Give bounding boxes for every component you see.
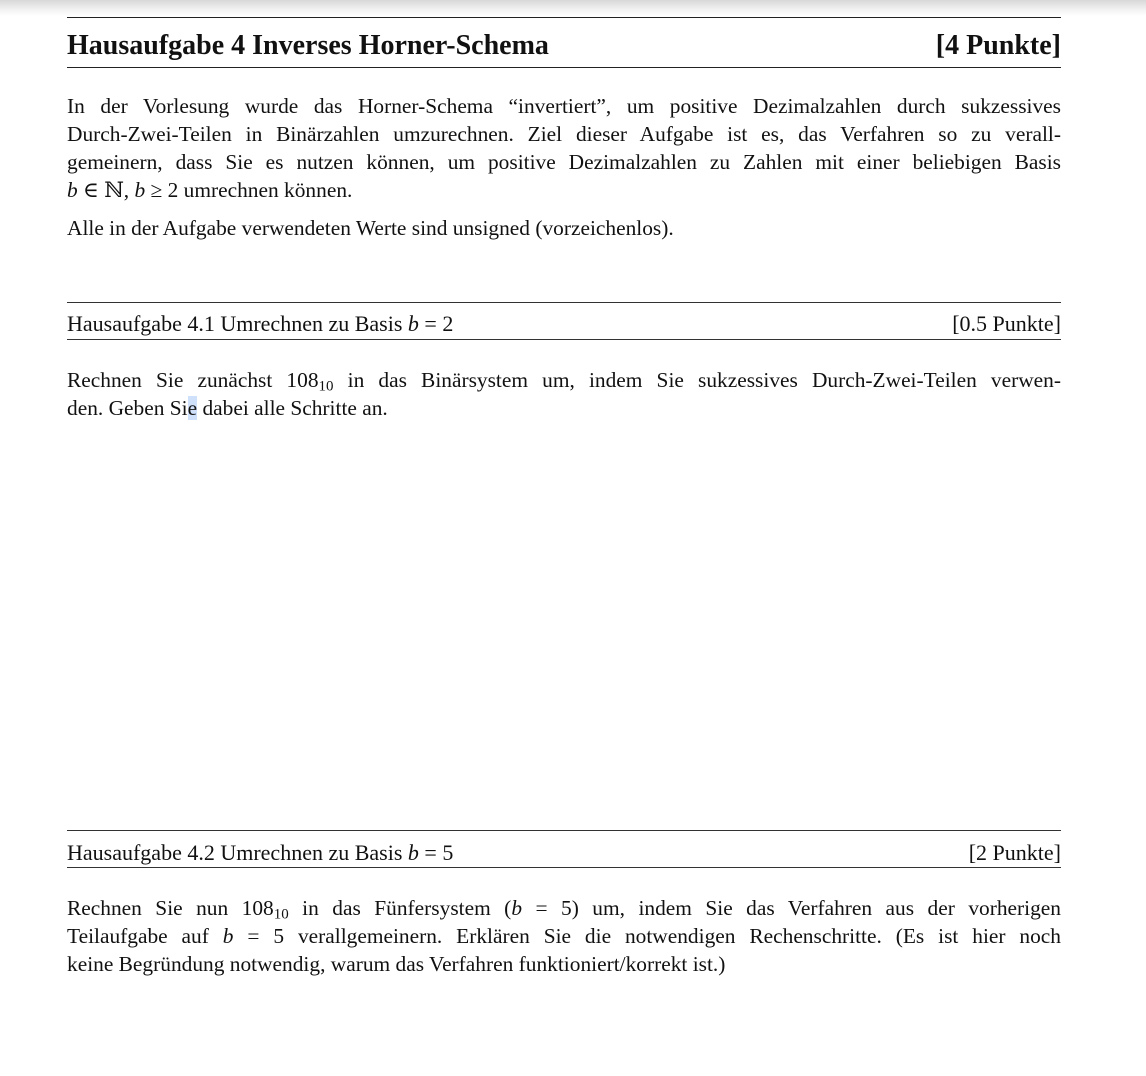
text-selection-highlight[interactable]: e — [187, 396, 198, 420]
exercise-title-row — [67, 26, 1061, 66]
math-var-b: b — [222, 924, 234, 948]
task2-points: [2 Punkte] — [968, 840, 1061, 865]
number-108: 108 — [241, 896, 274, 920]
task1-top-rule — [67, 302, 1061, 303]
task1-line-2: den. Geben Sie dabei alle Schritte an. — [67, 396, 388, 420]
task2-heading: Hausaufgabe 4.2 Umrechnen zu Basis b = 5 — [67, 840, 454, 865]
exercise-title: Hausaufgabe 4 Inverses Horner-Schema — [67, 30, 549, 61]
task1-heading: Hausaufgabe 4.1 Umrechnen zu Basis b = 2 — [67, 311, 454, 336]
intro-line-2: Durch-Zwei-Teilen in Binärzahlen umzurechnen. Ziel dieser Aufgabe ist es, das Verfahren so zu verall- — [67, 122, 1061, 146]
task1-line-1: Rechnen Sie zunächst $108_{10}$ in das Binärsystem um, indem Sie sukzessives Durch-Zwei-Teilen verwen- — [67, 368, 1061, 395]
math-var-b: b — [407, 840, 419, 865]
task1-bottom-rule — [67, 339, 1061, 340]
exercise-points: [4 Punkte] — [935, 30, 1061, 61]
title-bottom-rule — [67, 67, 1061, 68]
intro-line-1: In der Vorlesung wurde das Horner-Schema “invertiert”, um positive Dezimalzahlen durch sukzessives — [67, 94, 1061, 118]
base-subscript: 10 — [273, 906, 289, 923]
task1-points: [0.5 Punkte] — [952, 311, 1061, 336]
number-108: 108 — [286, 368, 319, 392]
math-var-b: b — [134, 178, 146, 202]
intro-line-3: gemeinern, dass Sie es nutzen können, um positive Dezimalzahlen zu Zahlen mit einer beliebigen Basis — [67, 150, 1061, 174]
task2-line-3: keine Begründung notwendig, warum das Verfahren funktioniert/korrekt ist.) — [67, 952, 726, 976]
unsigned-note: Alle in der Aufgabe verwendeten Werte sind unsigned (vorzeichenlos). — [67, 216, 674, 240]
task1-heading-row — [67, 309, 1061, 339]
task1-text — [67, 366, 1061, 422]
task2-line-1: Rechnen Sie nun $108_{10}$ in das Fünfersystem (b = 5) um, indem Sie das Verfahren aus der vorherigen — [67, 896, 1061, 923]
intro-line-4: b ∈ ℕ, b ≥ 2 umrechnen können. — [67, 178, 353, 202]
title-top-rule — [67, 17, 1061, 18]
task2-bottom-rule — [67, 867, 1061, 868]
window-top-shadow — [0, 0, 1146, 16]
base-subscript: 10 — [318, 378, 334, 395]
task2-line-2: Teilaufgabe auf b = 5 verallgemeinern. Erklären Sie die notwendigen Rechenschritte. (Es ist hier noch — [67, 924, 1061, 948]
task2-text — [67, 894, 1061, 978]
math-var-b: b — [511, 896, 523, 920]
task2-heading-row — [67, 838, 1061, 868]
task2-top-rule — [67, 830, 1061, 831]
intro-paragraph — [67, 92, 1061, 204]
math-var-b: b — [67, 178, 78, 202]
math-var-b: b — [407, 311, 419, 336]
